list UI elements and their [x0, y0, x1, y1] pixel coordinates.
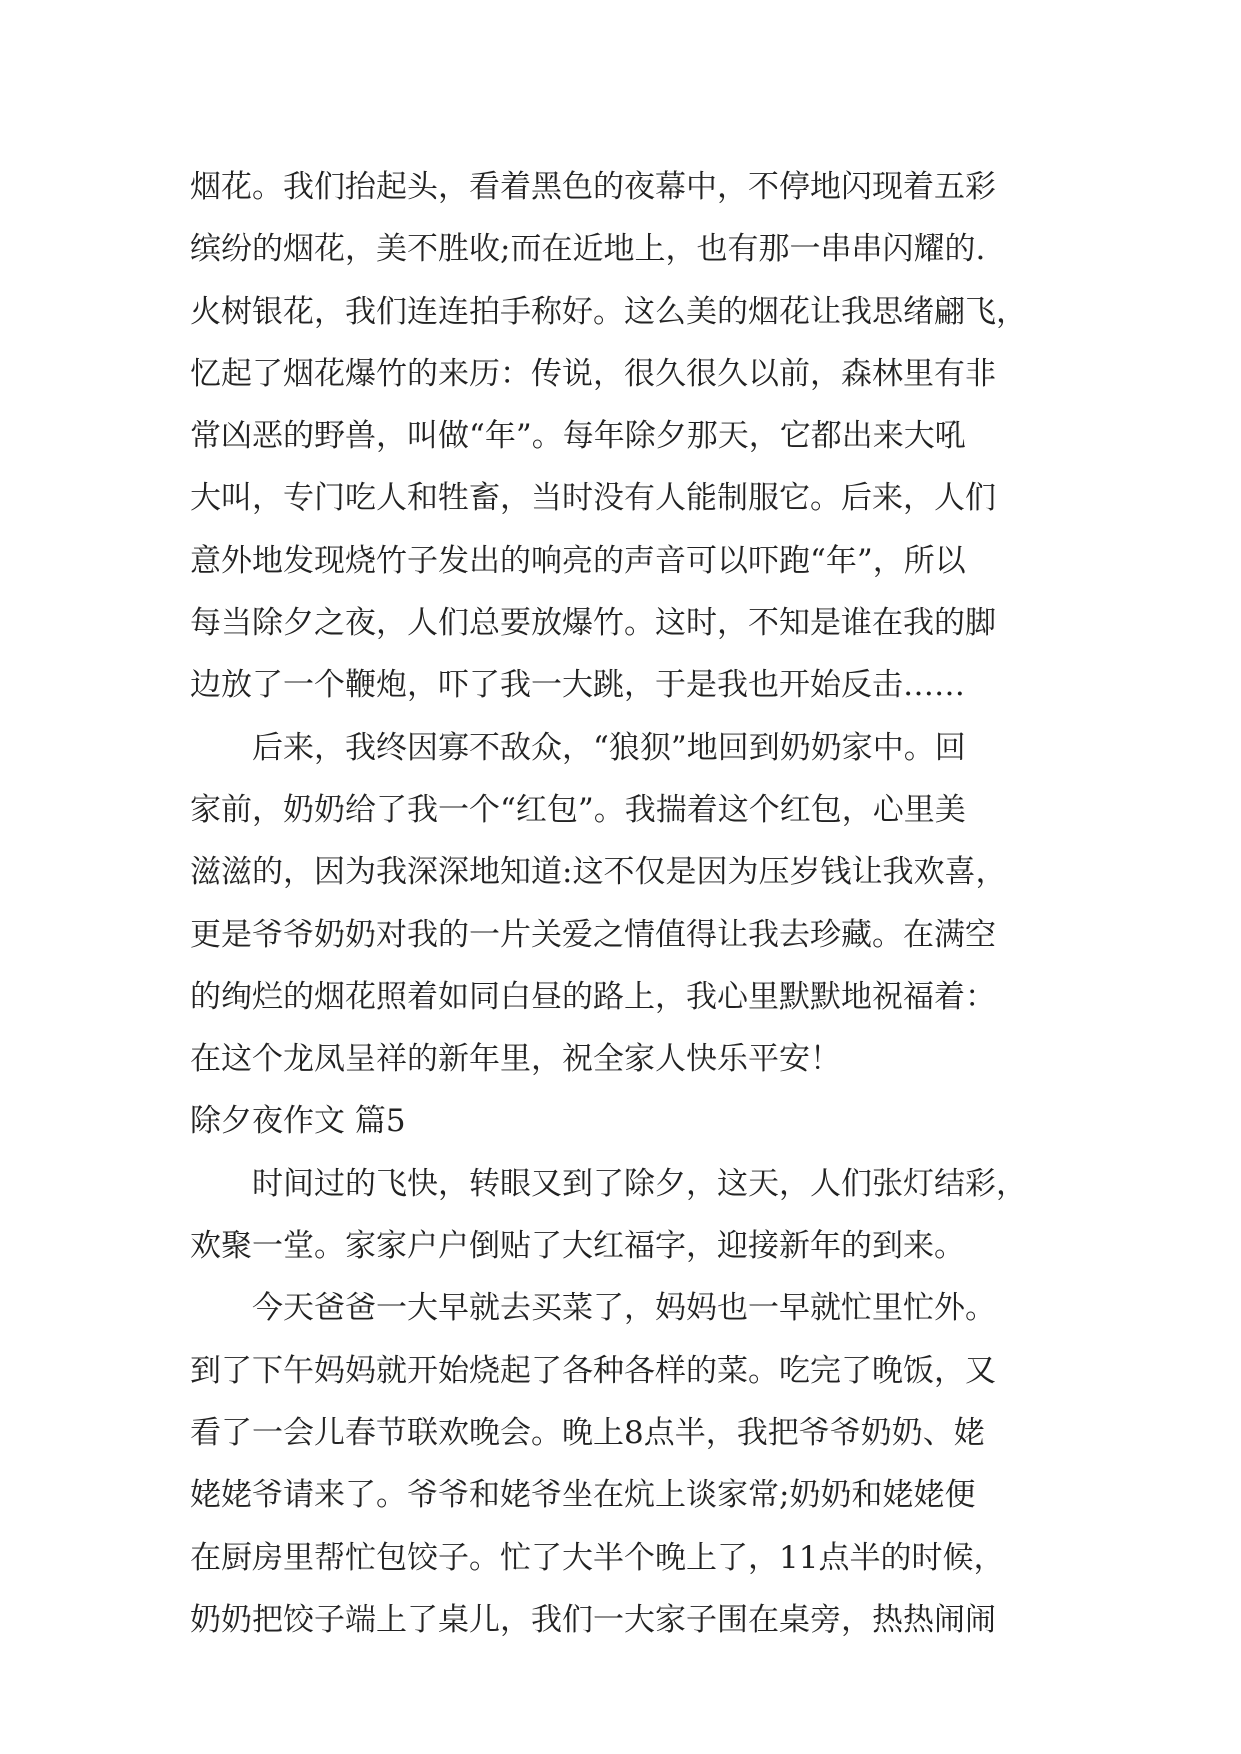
section-heading: 除夕夜作文 篇5 [190, 1103, 406, 1140]
text-line: 欢聚一堂。家家户户倒贴了大红福字，迎接新年的到来。 [190, 1228, 965, 1265]
essay-text [190, 156, 1050, 1651]
text-line: 大叫，专门吃人和牲畜，当时没有人能制服它。后来，人们 [190, 480, 996, 517]
text-line: 常凶恶的野兽，叫做“年”。每年除夕那天，它都出来大吼 [190, 418, 966, 455]
text-line: 奶奶把饺子端上了桌儿，我们一大家子围在桌旁，热热闹闹 [190, 1601, 996, 1638]
text-line: 后来，我终因寡不敌众，“狼狈”地回到奶奶家中。回 [190, 729, 966, 766]
text-line: 姥姥爷请来了。爷爷和姥爷坐在炕上谈家常;奶奶和姥姥便 [190, 1477, 976, 1514]
text-line: 在厨房里帮忙包饺子。忙了大半个晚上了，11点半的时候， [190, 1539, 1005, 1576]
text-line: 边放了一个鞭炮，吓了我一大跳，于是我也开始反击…… [190, 667, 965, 704]
text-line: 意外地发现烧竹子发出的响亮的声音可以吓跑“年”，所以 [190, 542, 966, 579]
text-line: 烟花。我们抬起头，看着黑色的夜幕中，不停地闪现着五彩 [190, 169, 996, 205]
text-line: 到了下午妈妈就开始烧起了各种各样的菜。吃完了晚饭，又 [190, 1352, 996, 1389]
text-line: 忆起了烟花爆竹的来历：传说，很久很久以前，森林里有非 [190, 355, 996, 392]
text-line: 家前，奶奶给了我一个“红包”。我揣着这个红包，心里美 [190, 791, 966, 828]
text-line: 在这个龙凤呈祥的新年里，祝全家人快乐平安！ [190, 1041, 841, 1078]
text-line: 时间过的飞快，转眼又到了除夕，这天，人们张灯结彩， [190, 1165, 1027, 1202]
text-line: 更是爷爷奶奶对我的一片关爱之情值得让我去珍藏。在满空 [190, 916, 996, 953]
text-line: 滋滋的，因为我深深地知道:这不仅是因为压岁钱让我欢喜， [190, 854, 1007, 891]
text-line: 的绚烂的烟花照着如同白昼的路上，我心里默默地祝福着： [190, 978, 996, 1015]
text-line: 每当除夕之夜，人们总要放爆竹。这时，不知是谁在我的脚 [190, 605, 996, 642]
text-line: 火树银花，我们连连拍手称好。这么美的烟花让我思绪翩飞， [190, 293, 1027, 330]
text-line: 缤纷的烟花，美不胜收;而在近地上，也有那一串串闪耀的. [190, 231, 986, 268]
text-line: 看了一会儿春节联欢晚会。晚上8点半，我把爷爷奶奶、姥 [190, 1414, 985, 1451]
text-line: 今天爸爸一大早就去买菜了，妈妈也一早就忙里忙外。 [190, 1290, 996, 1327]
